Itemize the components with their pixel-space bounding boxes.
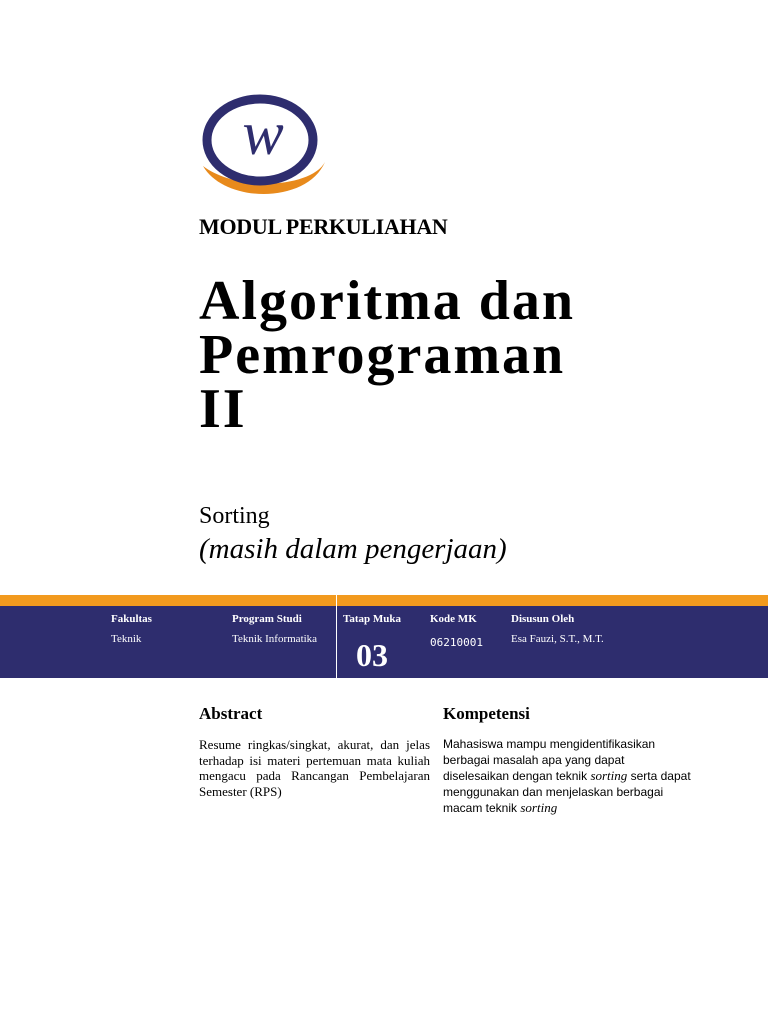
tatap-muka-value: 03 [356,637,388,673]
kompetensi-heading: Kompetensi [443,704,530,723]
band-divider [336,595,337,678]
course-title [199,270,739,440]
disusun-oleh-label: Disusun Oleh [511,613,575,625]
kode-mk-label: Kode MK [430,613,477,625]
course-title-line: II [199,378,247,440]
program-studi-label: Program Studi [232,613,302,625]
fakultas-label: Fakultas [111,613,152,625]
accent-bar [0,595,768,606]
fakultas-value: Teknik [111,633,142,645]
tatap-muka-label: Tatap Muka [343,613,401,625]
disusun-oleh-value: Esa Fauzi, S.T., M.T. [511,633,604,645]
kompetensi-text-part: Mahasiswa mampu mengidentifikasikan berbagai masalah apa yang dapat diselesaikan dengan teknik [443,737,656,783]
kompetensi-text [443,737,693,817]
topic-subtitle: Sorting [199,503,270,529]
course-title-line: Algoritma dan [199,270,575,332]
topic-status-note: (masih dalam pengerjaan) [199,533,507,565]
course-title-line: Pemrograman [199,324,566,386]
abstract-heading: Abstract [199,704,263,723]
abstract-text: Resume ringkas/singkat, akurat, dan jelas terhadap isi materi pertemuan mata kuliah mengacu pada Rancangan Pembelajaran Semester (RPS) [199,737,430,799]
kompetensi-text-part: serta dapat menggunakan dan menjelaskan berbagai macam teknik [443,769,691,815]
logo-w-icon [197,88,329,206]
logo-letter: w [242,100,284,168]
kode-mk-value: 06210001 [430,636,483,649]
module-label: MODUL PERKULIAHAN [199,214,448,239]
program-studi-value: Teknik Informatika [232,633,318,645]
kompetensi-term: sorting [520,800,558,815]
kompetensi-term: sorting [590,768,628,783]
